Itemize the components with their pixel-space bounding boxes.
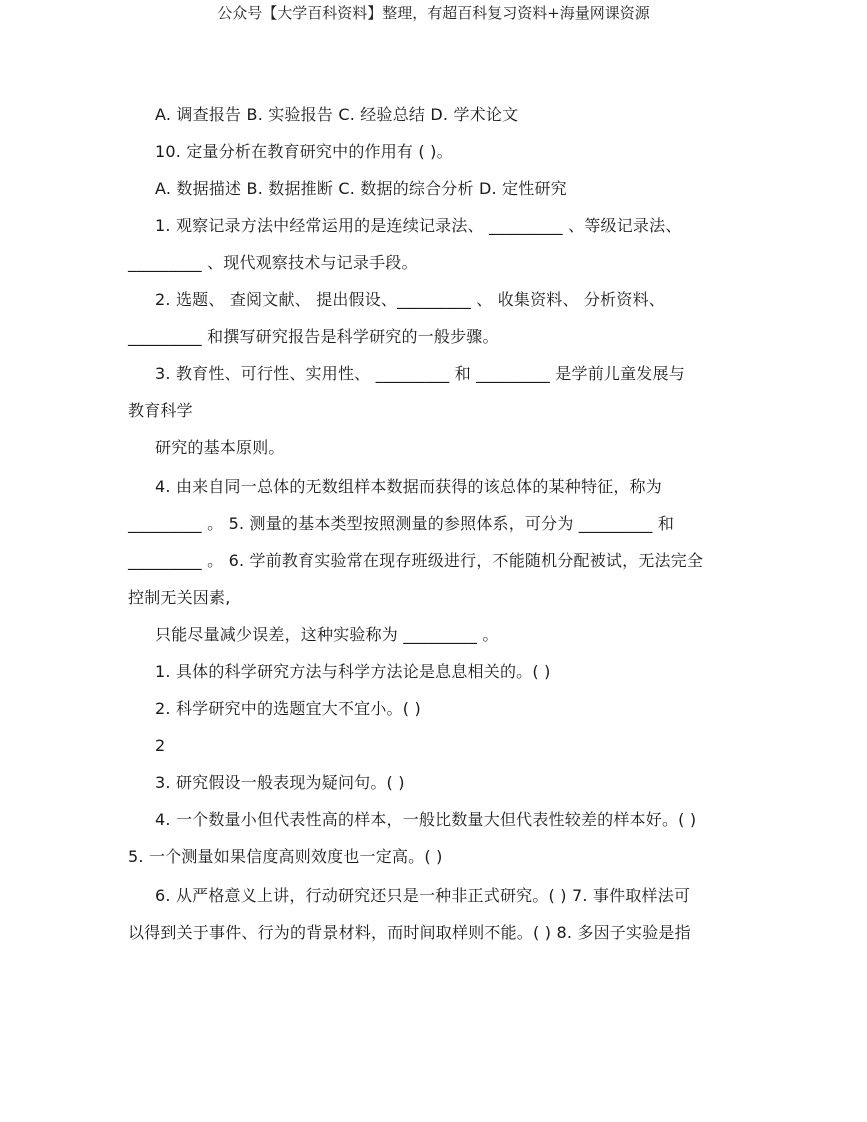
- text-line: 教育科学: [128, 401, 193, 420]
- text-line: 3. 研究假设一般表现为疑问句。( ): [155, 773, 405, 792]
- text-line: _________ 。 6. 学前教育实验常在现存班级进行，不能随机分配被试，无法完全: [128, 551, 704, 570]
- text-line: 10. 定量分析在教育研究中的作用有 ( )。: [155, 142, 453, 161]
- page-number: 2: [155, 736, 166, 755]
- page-header: 公众号【大学百科资料】整理，有超百科复习资料+海量网课资源: [217, 4, 650, 22]
- text-line: 5. 一个测量如果信度高则效度也一定高。( ): [128, 847, 443, 866]
- text-line: _________ 和撰写研究报告是科学研究的一般步骤。: [128, 327, 499, 346]
- text-line: _________ 。 5. 测量的基本类型按照测量的参照体系，可分为 _________ 和: [128, 514, 675, 533]
- text-line: 1. 观察记录方法中经常运用的是连续记录法、 _________ 、等级记录法、: [155, 216, 682, 235]
- text-line: A. 数据描述 B. 数据推断 C. 数据的综合分析 D. 定性研究: [155, 179, 567, 198]
- text-line: 4. 由来自同一总体的无数组样本数据而获得的该总体的某种特征，称为: [155, 477, 662, 496]
- text-line: 以得到关于事件、行为的背景材料，而时间取样则不能。( ) 8. 多因子实验是指: [128, 923, 691, 942]
- text-line: A. 调查报告 B. 实验报告 C. 经验总结 D. 学术论文: [155, 105, 519, 124]
- text-line: 4. 一个数量小但代表性高的样本，一般比数量大但代表性较差的样本好。( ): [155, 810, 697, 829]
- text-line: 研究的基本原则。: [155, 438, 285, 457]
- text-line: 1. 具体的科学研究方法与科学方法论是息息相关的。( ): [155, 662, 551, 681]
- text-line: 6. 从严格意义上讲，行动研究还只是一种非正式研究。( ) 7. 事件取样法可: [155, 886, 691, 905]
- text-line: 3. 教育性、可行性、实用性、 _________ 和 _________ 是学前儿童发展与: [155, 364, 685, 383]
- text-line: _________ 、现代观察技术与记录手段。: [128, 253, 418, 272]
- text-line: 2. 选题、 查阅文献、 提出假设、_________ 、 收集资料、 分析资料、: [155, 290, 665, 309]
- text-line: 2. 科学研究中的选题宜大不宜小。( ): [155, 699, 421, 718]
- text-line: 只能尽量减少误差，这种实验称为 _________ 。: [155, 625, 499, 644]
- text-line: 控制无关因素,: [128, 588, 231, 607]
